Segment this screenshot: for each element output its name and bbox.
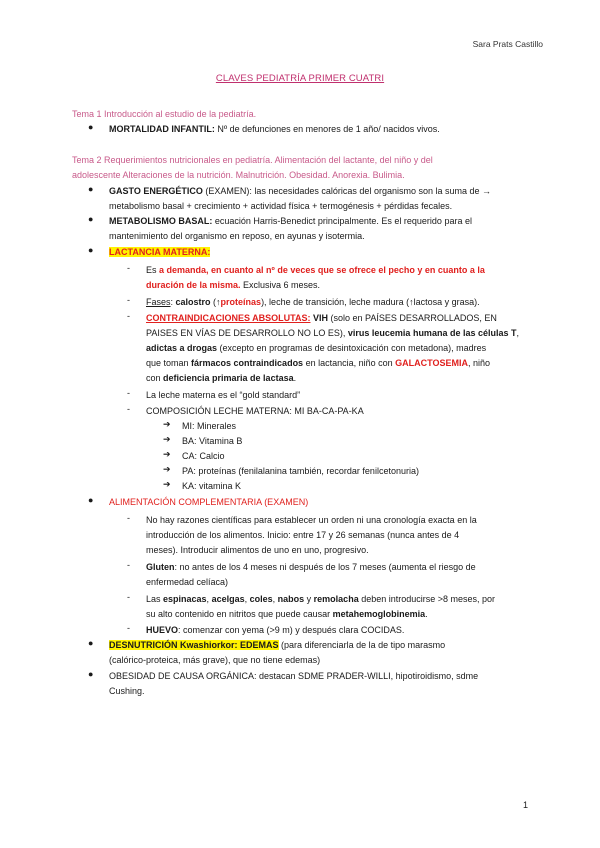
- fases-calostro: calostro: [175, 297, 211, 307]
- esp-acelgas: acelgas: [211, 594, 245, 604]
- bullet-dot: ●: [88, 184, 94, 194]
- esp-l2a: su alto contenido en nitritos que puede causar: [146, 609, 333, 619]
- demanda-duracion: duración de la misma.: [146, 280, 241, 290]
- composicion-heading: COMPOSICIÓN LECHE MATERNA: MI BA-CA-PA-KA: [146, 406, 364, 416]
- esp-l2c: .: [425, 609, 428, 619]
- contra-farmacos: fármacos contraindicados: [191, 358, 304, 368]
- contra-text5a: con: [146, 373, 164, 383]
- bullet-dot: ●: [88, 495, 94, 505]
- contra-text4c: , niño: [467, 358, 491, 368]
- contra-comma: ,: [516, 328, 519, 338]
- esp-metahemo: metahemoglobinemia: [332, 609, 426, 619]
- dash-marker: -: [127, 263, 130, 273]
- alim-line3: meses). Introducir alimentos de uno en uno, progresivo.: [146, 545, 369, 555]
- fases-sep: :: [170, 297, 176, 307]
- comp-item: BA: Vitamina B: [182, 436, 243, 446]
- esp-g: ,: [272, 594, 278, 604]
- contra-period: .: [293, 373, 297, 383]
- document-title: CLAVES PEDIATRÍA PRIMER CUATRI: [215, 73, 385, 84]
- tema2-heading-line1: Tema 2 Requerimientos nutricionales en pediatría. Alimentación del lactante, del niño y del: [72, 155, 433, 165]
- lactancia-demanda-line1: [146, 263, 528, 278]
- gluten-label: Gluten: [146, 562, 175, 572]
- mortalidad-label: MORTALIDAD INFANTIL:: [109, 124, 215, 134]
- alim-line2: introducción de los alimentos. Inicio: entre 17 y 26 semanas (nunca antes de 4: [146, 530, 460, 540]
- fases-label: Fases: [146, 297, 171, 307]
- huevo-line: [146, 623, 528, 638]
- arrow-icon: ➔: [163, 479, 171, 489]
- dash-marker: -: [127, 623, 130, 633]
- demanda-exclusiva: Exclusiva 6 meses.: [240, 280, 321, 290]
- esp-e: ,: [244, 594, 250, 604]
- esp-remolacha: remolacha: [313, 594, 359, 604]
- lactancia-demanda-line2: [146, 278, 528, 293]
- obes-line2: Cushing.: [109, 686, 145, 696]
- bullet-dot: ●: [88, 245, 94, 255]
- tema1-heading: Tema 1 Introducción al estudio de la pediatría.: [72, 109, 257, 119]
- contra-galactosemia: GALACTOSEMIA: [395, 358, 468, 368]
- metab-line2: mantenimiento del organismo en reposo, en ayunas y isotermia.: [109, 231, 365, 241]
- fases-rest: ), leche de transición, leche madura (↑lactosa y grasa).: [261, 297, 480, 307]
- lactancia-label: LACTANCIA MATERNA:: [109, 247, 211, 257]
- contra-text3: (excepto en programas de desintoxicación con metadona), madres: [217, 343, 487, 353]
- contra-lactasa: deficiencia primaria de lactasa: [163, 373, 294, 383]
- contra-text4b: en lactancia, niño con: [303, 358, 396, 368]
- gasto-text: : las necesidades calóricas del organismo son la suma de →: [249, 186, 491, 196]
- tema2-heading-line2: adolescente Alteraciones de la nutrición. Malnutrición. Obesidad. Anorexia. Bulimia.: [72, 170, 405, 180]
- arrow-icon: ➔: [163, 419, 171, 429]
- gluten-text: : no antes de los 4 meses ni después de los 7 meses (aumenta el riesgo de: [174, 562, 476, 572]
- comp-item: CA: Calcio: [182, 451, 225, 461]
- bullet-dot: ●: [88, 214, 94, 224]
- header-author: Sara Prats Castillo: [472, 39, 543, 49]
- gluten-line2: enfermedad celíaca): [146, 577, 229, 587]
- bullet-dot: ●: [88, 669, 94, 679]
- contra-text1: (solo en PAÍSES DESARROLLADOS, EN: [328, 313, 497, 323]
- espinacas-line2: [146, 607, 528, 622]
- desn-label: DESNUTRICIÓN Kwashiorkor: EDEMAS: [109, 640, 279, 650]
- metab-label: METABOLISMO BASAL:: [109, 216, 213, 226]
- contra-line2: [146, 326, 528, 341]
- contra-text2: PAISES EN VÍAS DE DESARROLLO NO LO ES),: [146, 328, 348, 338]
- contra-line5: [146, 371, 528, 386]
- lactancia-heading: [109, 245, 527, 260]
- gasto-exam: (EXAMEN): [202, 186, 250, 196]
- alim-line1: No hay razones científicas para establecer un orden ni una cronología exacta en la: [146, 515, 477, 525]
- alim-heading: [109, 495, 527, 510]
- dash-marker: -: [127, 560, 130, 570]
- bullet-dot: ●: [88, 122, 94, 132]
- dash-marker: -: [127, 404, 130, 414]
- huevo-text: : comenzar con yema (>9 m) y después clara COCIDAS.: [178, 625, 405, 635]
- comp-item: MI: Minerales: [182, 421, 237, 431]
- espinacas-line1: [146, 592, 528, 607]
- mortalidad-text: Nº de defunciones en menores de 1 año/ nacidos vivos.: [214, 124, 440, 134]
- contra-label: CONTRAINDICACIONES ABSOLUTAS:: [146, 313, 311, 323]
- mortalidad-bullet: [109, 122, 527, 137]
- contra-vih: VIH: [310, 313, 329, 323]
- contra-line1: [146, 311, 528, 326]
- esp-coles: coles: [249, 594, 273, 604]
- demanda-text: a demanda, en cuanto al nº de veces que se ofrece el pecho y en cuanto a la: [159, 265, 485, 275]
- fases-line: [146, 295, 528, 310]
- comp-item: KA: vitamina K: [182, 481, 242, 491]
- metab-text: ecuación Harris-Benedict principalmente. Es el requerido para el: [212, 216, 472, 226]
- comp-item: PA: proteínas (fenilalanina también, recordar fenilcetonuria): [182, 466, 419, 476]
- contra-line3: [146, 341, 528, 356]
- desn-text1: (para diferenciarla de la de tipo marasmo: [278, 640, 446, 650]
- obes-line1: OBESIDAD DE CAUSA ORGÁNICA: destacan SDME PRADER-WILLI, hipotiroidismo, sdme: [109, 671, 479, 681]
- page-number: 1: [522, 800, 528, 810]
- fases-proteinas: proteínas: [220, 297, 262, 307]
- arrow-icon: ➔: [163, 464, 171, 474]
- gold-standard: La leche materna es el “gold standard”: [146, 390, 301, 400]
- dash-marker: -: [127, 388, 130, 398]
- desn-line1: [109, 638, 527, 653]
- contra-drogas: adictas a drogas: [146, 343, 218, 353]
- dash-marker: -: [127, 311, 130, 321]
- dash-marker: -: [127, 513, 130, 523]
- arrow-icon: ➔: [163, 449, 171, 459]
- esp-a: Las: [146, 594, 164, 604]
- gasto-line1: [109, 184, 527, 199]
- alim-label: ALIMENTACIÓN COMPLEMENTARIA (EXAMEN): [109, 497, 309, 507]
- dash-marker: -: [127, 592, 130, 602]
- dash-marker: -: [127, 295, 130, 305]
- metab-line1: [109, 214, 527, 229]
- arrow-icon: ➔: [163, 434, 171, 444]
- demanda-prefix: Es: [146, 265, 160, 275]
- gluten-line1: [146, 560, 528, 575]
- esp-i: y: [304, 594, 314, 604]
- esp-c: ,: [206, 594, 212, 604]
- contra-htlv: virus leucemia humana de las células T: [347, 328, 517, 338]
- gasto-line2: metabolismo basal + crecimiento + actividad física + termogénesis + pérdidas fecales.: [109, 201, 453, 211]
- esp-k: deben introducirse >8 meses, por: [358, 594, 496, 604]
- contra-text4a: que toman: [146, 358, 192, 368]
- esp-espinacas: espinacas: [163, 594, 207, 604]
- desn-line2: (calórico-proteica, más grave), que no tiene edemas): [109, 655, 321, 665]
- bullet-dot: ●: [88, 638, 94, 648]
- esp-nabos: nabos: [277, 594, 305, 604]
- contra-line4: [146, 356, 528, 371]
- huevo-label: HUEVO: [146, 625, 179, 635]
- gasto-label: GASTO ENERGÉTICO: [109, 186, 203, 196]
- fases-paren: (↑: [210, 297, 221, 307]
